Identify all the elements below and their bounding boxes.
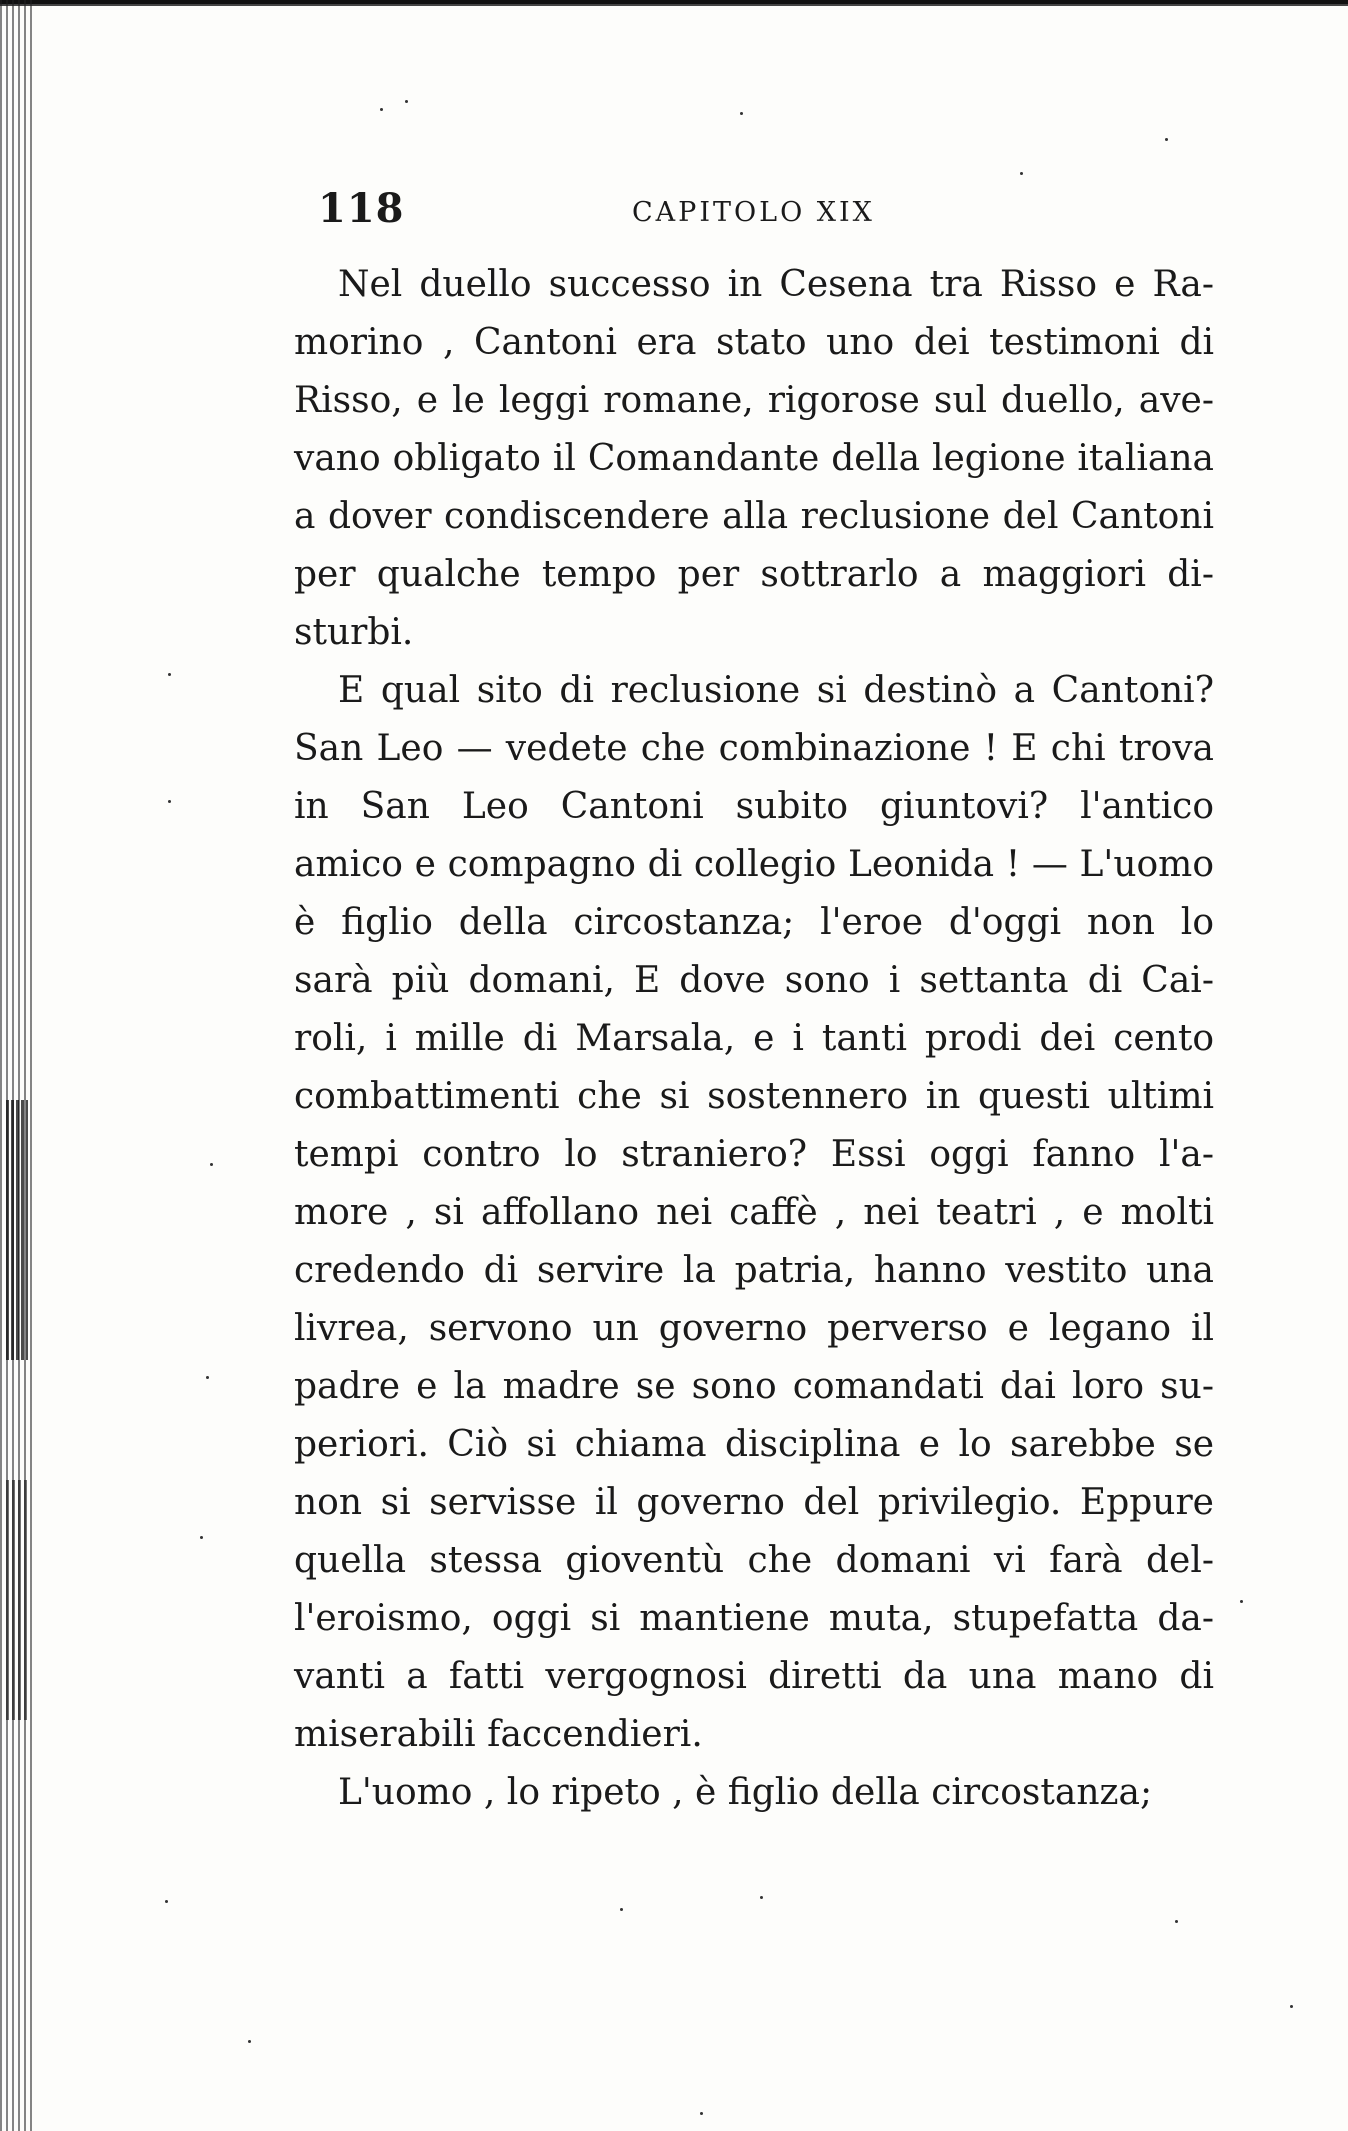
scan-binding-edge: [0, 0, 36, 2131]
scan-speck: [1175, 1920, 1178, 1923]
text-line: amico e compagno di collegio Leonida ! — L'uomo: [294, 844, 1214, 885]
text-line: vanti a fatti vergognosi diretti da una mano di: [294, 1656, 1214, 1697]
text-line: vano obligato il Comandante della legione italiana: [294, 438, 1214, 479]
scan-speck: [248, 2040, 251, 2043]
text-line: L'uomo , lo ripeto , è figlio della circostanza;: [338, 1772, 1153, 1813]
text-line: periori. Ciò si chiama disciplina e lo sarebbe se: [294, 1424, 1214, 1465]
scan-speck: [206, 1376, 209, 1379]
scan-speck: [210, 1163, 213, 1166]
text-line: combattimenti che si sostennero in questi ultimi: [294, 1076, 1214, 1117]
scan-speck: [168, 800, 171, 803]
scan-top-border: [0, 0, 1348, 10]
page-header: [318, 185, 1218, 235]
scan-speck: [1165, 138, 1168, 141]
text-line: San Leo — vedete che combinazione ! E chi trova: [294, 728, 1214, 769]
scan-speck: [405, 100, 408, 103]
text-line: E qual sito di reclusione si destinò a Cantoni?: [338, 670, 1214, 711]
text-line: l'eroismo, oggi si mantiene muta, stupefatta da-: [294, 1598, 1214, 1639]
text-line: Risso, e le leggi romane, rigorose sul duello, ave-: [294, 380, 1214, 421]
text-line: credendo di servire la patria, hanno vestito una: [294, 1250, 1214, 1291]
scan-speck: [760, 1896, 763, 1899]
text-line: sarà più domani, E dove sono i settanta di Cai-: [294, 960, 1214, 1001]
text-line: morino , Cantoni era stato uno dei testimoni di: [294, 322, 1214, 363]
text-line: more , si affollano nei caffè , nei teatri , e molti: [294, 1192, 1214, 1233]
scan-speck: [1290, 2005, 1293, 2008]
scan-speck: [740, 112, 743, 115]
scan-speck: [200, 1536, 203, 1539]
text-line: miserabili faccendieri.: [294, 1714, 703, 1755]
scan-speck: [168, 673, 171, 676]
body-text: [294, 256, 1214, 1822]
scan-speck: [1240, 1600, 1243, 1603]
text-line: è figlio della circostanza; l'eroe d'oggi non lo: [294, 902, 1214, 943]
text-line: livrea, servono un governo perverso e legano il: [294, 1308, 1214, 1349]
text-line: in San Leo Cantoni subito giuntovi? l'antico: [294, 786, 1214, 827]
scan-binding-shadow: [6, 1100, 28, 1360]
scan-speck: [620, 1908, 623, 1911]
scan-speck: [380, 108, 383, 111]
text-line: Nel duello successo in Cesena tra Risso e Ra-: [338, 264, 1214, 305]
text-line: a dover condiscendere alla reclusione del Cantoni: [294, 496, 1214, 537]
page-number: 118: [318, 185, 405, 232]
running-head: CAPITOLO XIX: [632, 197, 875, 228]
scan-speck: [1020, 172, 1023, 175]
scan-speck: [700, 2112, 703, 2115]
scan-binding-shadow: [6, 1480, 28, 1720]
text-line: padre e la madre se sono comandati dai loro su-: [294, 1366, 1214, 1407]
text-line: sturbi.: [294, 612, 414, 653]
text-line: tempi contro lo straniero? Essi oggi fanno l'a-: [294, 1134, 1214, 1175]
scan-speck: [165, 1900, 168, 1903]
text-line: per qualche tempo per sottrarlo a maggiori di-: [294, 554, 1214, 595]
text-line: roli, i mille di Marsala, e i tanti prodi dei cento: [294, 1018, 1214, 1059]
text-line: non si servisse il governo del privilegio. Eppure: [294, 1482, 1214, 1523]
text-line: quella stessa gioventù che domani vi farà del-: [294, 1540, 1214, 1581]
